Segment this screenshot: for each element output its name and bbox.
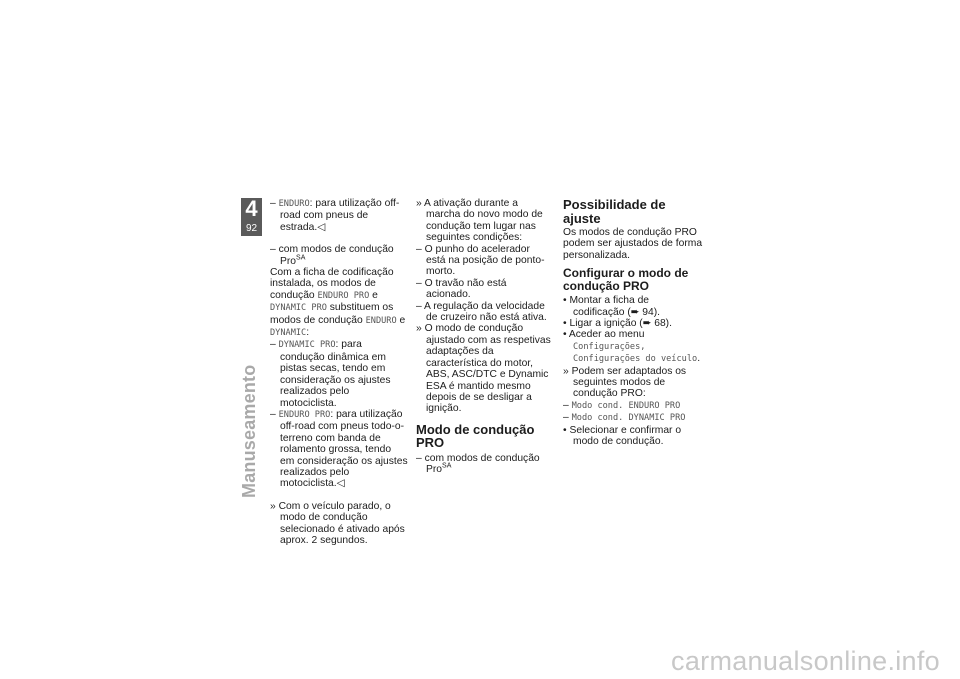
dash-item: – com modos de condução Pro$^{SA}$ [416,452,540,476]
column-1 [270,198,408,546]
bullet-item: • Montar a ficha de codificação (➨ 94). [563,295,661,318]
paragraph: Os modos de condução PRO podem ser ajustados de forma personalizada. [563,227,703,261]
result-note: » Podem ser adaptados os seguintes modos de condução PRO: [563,365,687,400]
page-number: 92 [245,223,258,234]
dash-item: – A regulação da velocidade de cruzeiro não está ativa. [416,300,547,324]
bullet-item: • Aceder ao menu Configurações, Configurações do veículo. [563,329,701,365]
column-2 [416,198,552,476]
bullet-item: • Ligar a ignição (➨ 68). [563,318,672,330]
result-note: » A ativação durante a marcha do novo modo de condução tem lugar nas seguintes condições: [416,198,543,244]
side-title-text: Manuseamento [239,364,259,498]
dash-item: – com modos de condução Pro$^{SA}$ [270,244,394,267]
bullet-item: • Selecionar e confirmar o modo de condução. [563,424,682,448]
paragraph: Com a ficha de codificação instalada, os modos de condução ENDURO PRO e DYNAMIC PRO substituem os modos de condução ENDURO e DYNAMIC: [270,267,406,339]
result-note: » O modo de condução ajustado com as respetivas adaptações da característica do motor, ABS, ASC/DTC e Dynamic ESA é mantido mesmo depois de se desligar a ignição. [416,323,551,415]
dash-item: – Modo cond. DYNAMIC PRO [563,412,686,424]
result-note: » Com o veículo parado, o modo de condução selecionado é ativado após aprox. 2 segundos. [270,500,405,546]
column-3 [563,198,703,448]
dash-item: – O travão não está acionado. [416,277,507,301]
dash-item: – O punho do acelerador está na posição de ponto-morto. [416,243,545,278]
side-title [237,364,267,500]
chapter-number: 4 [245,196,258,221]
dash-item: – ENDURO: para utilização off-road com pneus de estrada.◁ [270,198,400,233]
dash-item: – ENDURO PRO: para utilização off-road com pneus todo-o-terreno com banda de rolamento grossa, tendo em consideração os ajustes realizados pelo motociclista.◁ [270,408,408,490]
section-heading: Possibilidade de ajuste [563,197,666,226]
dash-item: – Modo cond. ENDURO PRO [563,399,681,411]
watermark: carmanualsonline.info [671,646,940,676]
subsection-heading: Configurar o modo de condução PRO [563,266,689,294]
section-heading: Modo de condução PRO [416,421,535,451]
dash-item: – DYNAMIC PRO: para condução dinâmica em pistas secas, tendo em consideração os ajustes realizados pelo motociclista. [270,339,391,409]
